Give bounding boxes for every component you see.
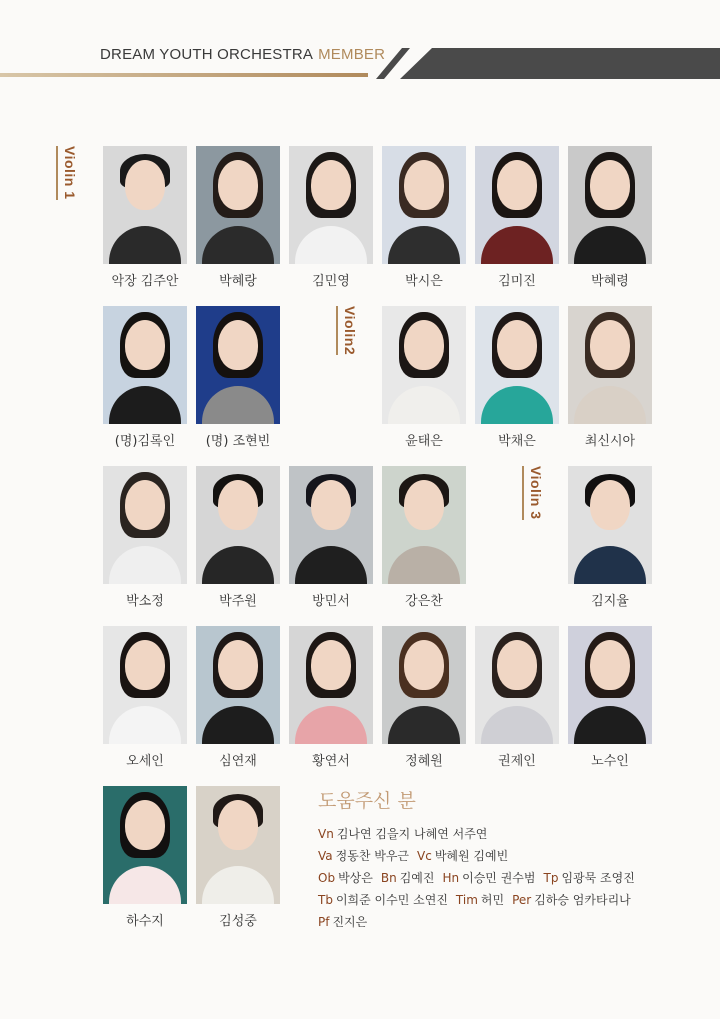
member-name: 박시은 — [405, 274, 443, 289]
member-card — [475, 306, 559, 449]
member-photo — [475, 306, 559, 424]
member-photo-body — [202, 706, 274, 744]
member-photo — [196, 626, 280, 744]
member-name: 박혜랑 — [219, 274, 257, 289]
member-photo-face — [497, 640, 537, 690]
section-label-violin3: Violin 3 — [528, 466, 544, 520]
member-card — [382, 146, 466, 289]
member-card — [382, 466, 466, 609]
member-name: (명)김록인 — [114, 434, 176, 449]
member-name: 정혜원 — [405, 754, 443, 769]
member-card — [103, 306, 187, 449]
member-photo-body — [574, 706, 646, 744]
member-photo — [568, 146, 652, 264]
member-name: (명) 조현빈 — [205, 434, 271, 449]
thanks-instrument: Bn — [380, 871, 397, 885]
member-photo — [475, 146, 559, 264]
member-photo-face — [590, 480, 630, 530]
member-photo — [103, 306, 187, 424]
member-photo-face — [125, 640, 165, 690]
member-photo-body — [109, 706, 181, 744]
member-name: 윤태은 — [405, 434, 443, 449]
member-photo-body — [481, 386, 553, 424]
member-photo — [289, 146, 373, 264]
thanks-instrument: Tim — [455, 893, 478, 907]
member-name: 황연서 — [312, 754, 350, 769]
member-card — [196, 626, 280, 769]
member-card — [289, 146, 373, 289]
member-photo — [289, 626, 373, 744]
thanks-line — [318, 889, 698, 911]
member-photo-face — [311, 480, 351, 530]
thanks-instrument: Va — [318, 849, 333, 863]
member-photo-body — [481, 706, 553, 744]
member-photo-face — [218, 480, 258, 530]
member-photo-body — [202, 546, 274, 584]
member-photo-body — [295, 546, 367, 584]
thanks-instrument: Vc — [417, 849, 432, 863]
member-name: 박혜령 — [591, 274, 629, 289]
member-photo — [382, 306, 466, 424]
thanks-instrument: Tp — [543, 871, 559, 885]
thanks-instrument: Tb — [318, 893, 333, 907]
thanks-names: 김예진 — [399, 871, 435, 885]
thanks-list — [318, 823, 698, 933]
member-name: 박주원 — [219, 594, 257, 609]
member-photo — [475, 626, 559, 744]
member-card — [382, 306, 466, 449]
member-card — [475, 146, 559, 289]
thanks-line — [318, 823, 698, 845]
thanks-names: 허민 — [480, 893, 505, 907]
thanks-instrument: Ob — [318, 871, 336, 885]
member-name: 김성중 — [219, 914, 257, 929]
member-card — [196, 306, 280, 449]
member-card — [568, 306, 652, 449]
member-name: 노수인 — [591, 754, 629, 769]
thanks-names: 이승민 권수범 — [462, 871, 536, 885]
thanks-names: 김하승 엄카타리나 — [534, 893, 631, 907]
member-photo-face — [125, 480, 165, 530]
thanks-instrument: Hn — [442, 871, 460, 885]
member-photo-face — [125, 320, 165, 370]
member-photo — [196, 146, 280, 264]
member-photo-body — [109, 866, 181, 904]
member-name: 악장 김주안 — [111, 274, 179, 289]
header-title-accent: MEMBER — [318, 46, 386, 63]
member-photo-body — [295, 706, 367, 744]
member-card — [289, 466, 373, 609]
header-title — [100, 46, 385, 63]
member-photo-face — [218, 160, 258, 210]
member-name: 박채은 — [498, 434, 536, 449]
member-card — [103, 786, 187, 929]
member-photo — [196, 786, 280, 904]
member-photo-face — [590, 640, 630, 690]
member-photo — [568, 626, 652, 744]
member-name: 방민서 — [312, 594, 350, 609]
member-name: 김지율 — [591, 594, 629, 609]
member-photo-face — [404, 640, 444, 690]
member-card — [103, 146, 187, 289]
thanks-names: 박혜원 김예빈 — [434, 849, 509, 863]
member-card — [103, 626, 187, 769]
member-photo — [103, 466, 187, 584]
member-card — [568, 466, 652, 609]
header-title-main: DREAM YOUTH ORCHESTRA — [100, 46, 314, 63]
member-photo-face — [311, 640, 351, 690]
section-label-violin1: Violin 1 — [62, 146, 78, 200]
thanks-names: 김나연 김을지 나혜연 서주연 — [336, 827, 488, 841]
member-photo — [382, 146, 466, 264]
member-photo — [196, 466, 280, 584]
member-photo-body — [109, 226, 181, 264]
member-card — [568, 146, 652, 289]
member-card — [196, 786, 280, 929]
member-photo-body — [202, 386, 274, 424]
member-card — [289, 626, 373, 769]
member-photo — [289, 466, 373, 584]
thanks-instrument: Vn — [318, 827, 334, 841]
header-gold-rule — [0, 73, 368, 77]
member-photo — [382, 626, 466, 744]
member-photo-body — [574, 546, 646, 584]
member-name: 하수지 — [126, 914, 164, 929]
member-photo — [103, 146, 187, 264]
member-card — [196, 146, 280, 289]
member-photo-body — [202, 866, 274, 904]
member-photo-body — [295, 226, 367, 264]
member-card — [382, 626, 466, 769]
member-name: 김미진 — [498, 274, 536, 289]
member-photo-face — [125, 800, 165, 850]
member-photo — [568, 306, 652, 424]
thanks-line — [318, 911, 698, 933]
thanks-section — [318, 786, 698, 933]
member-card — [568, 626, 652, 769]
thanks-names: 이희준 이수민 소연진 — [335, 893, 448, 907]
member-photo-face — [311, 160, 351, 210]
member-name: 오세인 — [126, 754, 164, 769]
section-label-violin2: Violin2 — [342, 306, 358, 356]
thanks-names: 박상은 — [338, 871, 373, 885]
member-photo-face — [125, 160, 165, 210]
member-photo — [196, 306, 280, 424]
member-name: 김민영 — [312, 274, 350, 289]
member-name: 강은찬 — [405, 594, 443, 609]
member-name: 권제인 — [498, 754, 536, 769]
member-card — [103, 466, 187, 609]
member-photo-body — [202, 226, 274, 264]
thanks-instrument: Per — [512, 893, 532, 907]
header-dark-band — [400, 48, 720, 79]
thanks-line — [318, 867, 698, 889]
thanks-title: 도움주신 분 — [318, 790, 416, 812]
member-photo — [568, 466, 652, 584]
member-photo-body — [388, 226, 460, 264]
thanks-names: 정동찬 박우근 — [335, 849, 410, 863]
member-photo-body — [481, 226, 553, 264]
member-name: 심연재 — [219, 754, 257, 769]
thanks-instrument: Pf — [318, 915, 330, 929]
member-photo-face — [590, 160, 630, 210]
member-photo-face — [590, 320, 630, 370]
member-photo-face — [218, 320, 258, 370]
member-photo-face — [404, 160, 444, 210]
member-photo-face — [497, 160, 537, 210]
member-card — [196, 466, 280, 609]
member-photo-face — [218, 640, 258, 690]
member-photo-body — [388, 706, 460, 744]
thanks-line — [318, 845, 698, 867]
thanks-names: 진지은 — [332, 915, 368, 929]
member-name: 박소정 — [126, 594, 164, 609]
member-name: 최신시아 — [584, 434, 636, 449]
member-photo-body — [109, 546, 181, 584]
member-photo — [103, 786, 187, 904]
member-photo-body — [109, 386, 181, 424]
member-photo-face — [497, 320, 537, 370]
member-photo-face — [218, 800, 258, 850]
member-photo-face — [404, 480, 444, 530]
member-photo-body — [574, 226, 646, 264]
member-photo-face — [404, 320, 444, 370]
member-photo-body — [388, 386, 460, 424]
member-photo-body — [388, 546, 460, 584]
thanks-names: 임광묵 조영진 — [561, 871, 635, 885]
member-photo-body — [574, 386, 646, 424]
member-card — [475, 626, 559, 769]
member-photo — [382, 466, 466, 584]
member-photo — [103, 626, 187, 744]
